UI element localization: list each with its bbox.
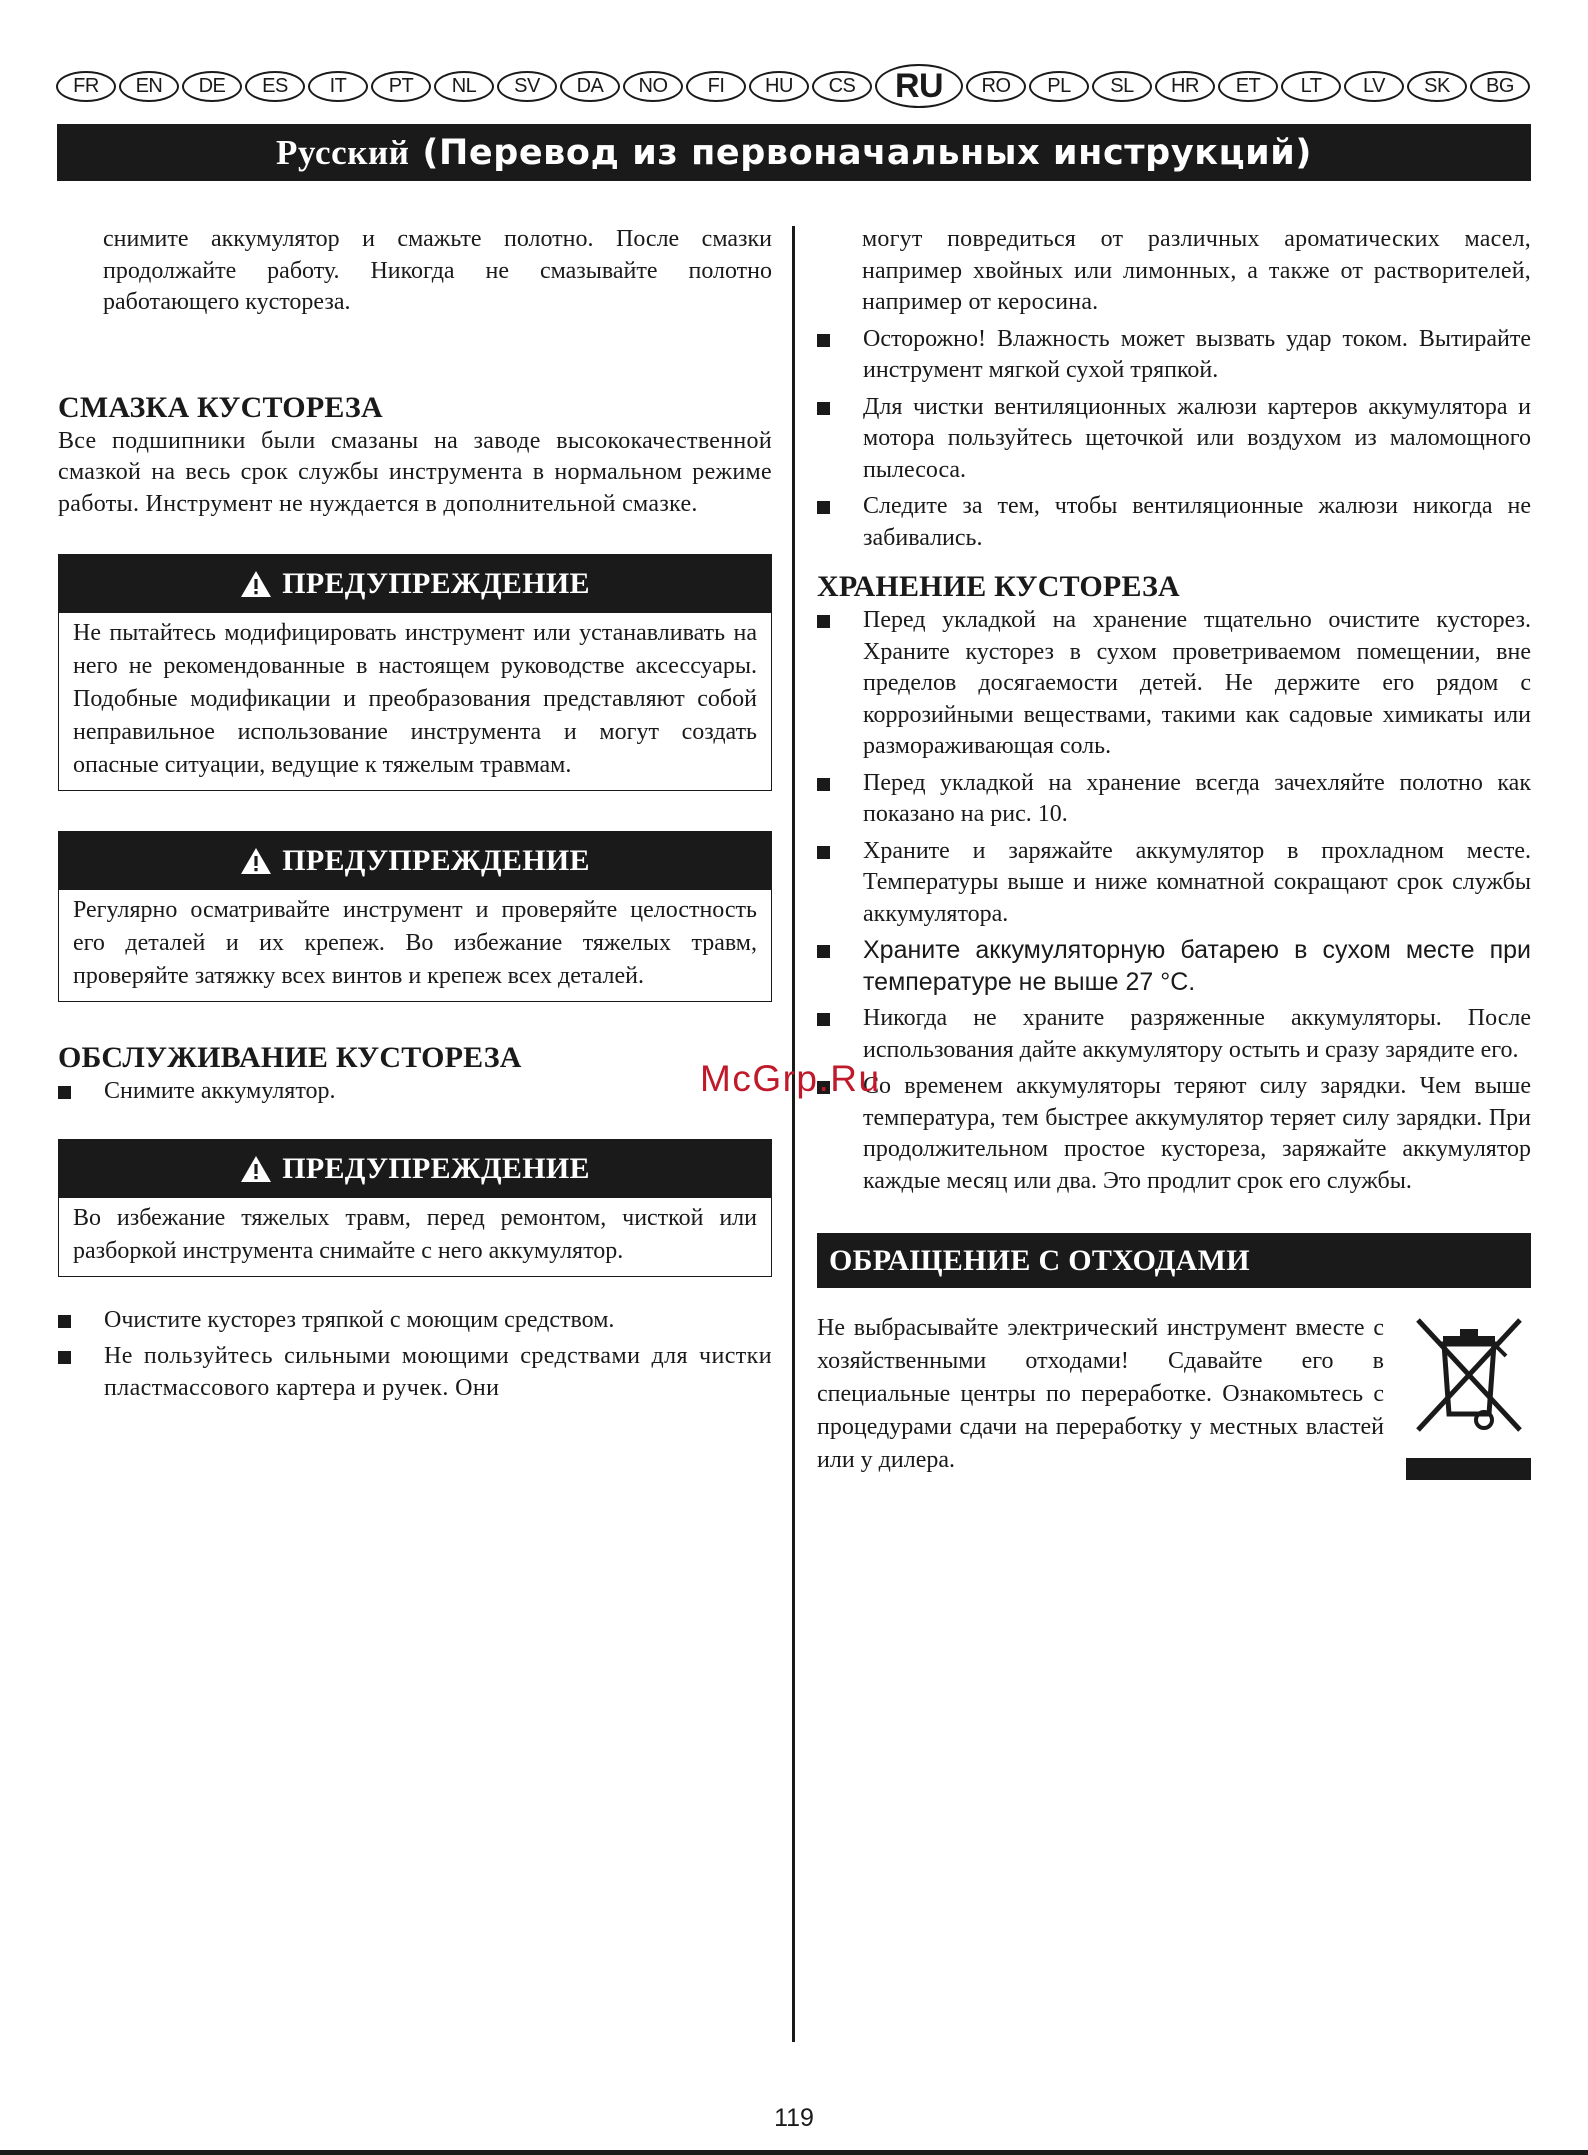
list-item: Никогда не храните разряженные аккумуляторы. После использования дайте аккумулятору остыть и сразу зарядите его.	[817, 1003, 1531, 1066]
warning-triangle-icon	[240, 847, 272, 875]
language-tab-sk: SK	[1407, 71, 1467, 102]
warning-text: Регулярно осматривайте инструмент и проверяйте целостность его деталей и их крепеж. Во избежание тяжелых травм, проверяйте затяжку всех винтов и крепеж всех деталей.	[73, 897, 757, 989]
list-item: Храните и заряжайте аккумулятор в прохладном месте. Температуры выше и ниже комнатной сокращают срок службы аккумулятора.	[817, 836, 1531, 931]
warning-header	[59, 1140, 771, 1198]
maintenance-bullet-list	[58, 1076, 772, 1108]
list-item: Следите за тем, чтобы вентиляционные жалюзи никогда не забивались.	[817, 491, 1531, 554]
language-tab-ro: RO	[966, 71, 1026, 102]
language-tab-es: ES	[245, 71, 305, 102]
language-tab-no: NO	[623, 71, 683, 102]
column-divider	[792, 226, 795, 2042]
page-number: 119	[774, 2104, 814, 2132]
warning-header	[59, 832, 771, 890]
bullet-square-icon	[58, 1086, 71, 1099]
language-tab-en: EN	[119, 71, 179, 102]
warning-box-inspection	[58, 831, 772, 1002]
maintenance-heading: ОБСЛУЖИВАНИЕ КУСТОРЕЗА	[58, 1041, 522, 1074]
bullet-square-icon	[817, 615, 830, 628]
bullet-square-icon	[58, 1315, 71, 1328]
list-item: Очистите кусторез тряпкой с моющим средством.	[58, 1305, 772, 1337]
list-item: Храните аккумуляторную батарею в сухом месте при температуре не выше 27 °С.	[817, 935, 1531, 998]
warning-text: Во избежание тяжелых травм, перед ремонтом, чисткой или разборкой инструмента снимайте с него аккумулятор.	[73, 1204, 757, 1264]
language-tab-hr: HR	[1155, 71, 1215, 102]
cleaning-bullet-list	[58, 1305, 772, 1405]
right-column	[817, 220, 1531, 1487]
continuation-paragraph: могут повредиться от различных ароматических масел, например хвойных или лимонных, а также от растворителей, например от керосина.	[862, 226, 1531, 315]
list-item: Для чистки вентиляционных жалюзи картеров аккумулятора и мотора пользуйтесь щеточкой или воздухом из маломощного пылесоса.	[817, 392, 1531, 487]
bullet-square-icon	[817, 945, 830, 958]
page-title	[57, 124, 1531, 181]
left-column	[58, 220, 772, 1409]
page-title-language: Русский	[276, 132, 410, 172]
warning-box-remove-battery	[58, 1139, 772, 1277]
watermark: McGrp.Ru	[700, 1058, 881, 1099]
warning-text: Не пытайтесь модифицировать инструмент или устанавливать на него не рекомендованные в настоящем руководстве аксессуары. Подобные модификации и преобразования представляют собой неправильное использование инструмента и могут создать опасные ситуации, ведущие к тяжелым травмам.	[73, 620, 757, 778]
waste-paragraph: Не выбрасывайте электрический инструмент вместе с хозяйственными отходами! Сдавайте его в специальные центры по переработке. Ознакомьтесь с процедурами сдачи на переработку у местных властей или у дилера.	[817, 1315, 1384, 1473]
lubrication-heading: СМАЗКА КУСТОРЕЗА	[58, 390, 383, 424]
bullet-square-icon	[817, 1013, 830, 1026]
storage-bullet-list	[817, 605, 1531, 1197]
language-tab-da: DA	[560, 71, 620, 102]
language-tab-pl: PL	[1029, 71, 1089, 102]
language-tab-hu: HU	[749, 71, 809, 102]
bottom-rule	[0, 2150, 1588, 2155]
list-item: Перед укладкой на хранение всегда зачехляйте полотно как показано на рис. 10.	[817, 768, 1531, 831]
warning-triangle-icon	[240, 1155, 272, 1183]
language-tabs	[56, 68, 1530, 104]
crossed-out-wheelie-bin-icon	[1406, 1312, 1531, 1482]
intro-paragraph: снимите аккумулятор и смажьте полотно. После смазки продолжайте работу. Никогда не смазывайте полотно работающего кустореза.	[103, 226, 772, 315]
waste-heading: ОБРАЩЕНИЕ С ОТХОДАМИ	[817, 1233, 1531, 1288]
bullet-square-icon	[817, 501, 830, 514]
cleaning-tips-list	[817, 324, 1531, 555]
language-tab-de: DE	[182, 71, 242, 102]
list-item: Со временем аккумуляторы теряют силу зарядки. Чем выше температура, тем быстрее аккумулятор теряет силу зарядки. При продолжительном простое кустореза, заряжайте аккумулятор каждые месяц или два. Это продлит срок его службы.	[817, 1071, 1531, 1197]
language-tab-it: IT	[308, 71, 368, 102]
bullet-square-icon	[817, 402, 830, 415]
language-tab-pt: PT	[371, 71, 431, 102]
language-tab-lv: LV	[1344, 71, 1404, 102]
list-item: Перед укладкой на хранение тщательно очистите кусторез. Храните кусторез в сухом проветриваемом помещении, вне пределов досягаемости детей. Не держите его рядом с коррозийными веществами, такими как садовые химикаты или размораживающая соль.	[817, 605, 1531, 763]
list-item: Снимите аккумулятор.	[58, 1076, 772, 1108]
language-tab-fr: FR	[56, 71, 116, 102]
warning-triangle-icon	[240, 570, 272, 598]
language-tab-fi: FI	[686, 71, 746, 102]
warning-title: ПРЕДУПРЕЖДЕНИЕ	[282, 844, 590, 877]
warning-title: ПРЕДУПРЕЖДЕНИЕ	[282, 1151, 590, 1185]
bullet-square-icon	[817, 334, 830, 347]
language-tab-ru: RU	[875, 64, 963, 108]
list-item: Не пользуйтесь сильными моющими средствами для чистки пластмассового картера и ручек. Они	[58, 1341, 772, 1404]
language-tab-sv: SV	[497, 71, 557, 102]
language-tab-sl: SL	[1092, 71, 1152, 102]
waste-section	[817, 1312, 1531, 1487]
warning-box-modification	[58, 554, 772, 791]
list-item: Осторожно! Влажность может вызвать удар током. Вытирайте инструмент мягкой сухой тряпкой.	[817, 324, 1531, 387]
bullet-square-icon	[817, 846, 830, 859]
language-tab-et: ET	[1218, 71, 1278, 102]
warning-header	[59, 555, 771, 613]
language-tab-lt: LT	[1281, 71, 1341, 102]
page-title-subtitle: (Перевод из первоначальных инструкций)	[409, 132, 1312, 173]
warning-title: ПРЕДУПРЕЖДЕНИЕ	[282, 567, 590, 600]
language-tab-nl: NL	[434, 71, 494, 102]
waste-symbol	[1406, 1312, 1531, 1487]
storage-heading: ХРАНЕНИЕ КУСТОРЕЗА	[817, 570, 1180, 603]
language-tab-bg: BG	[1470, 71, 1530, 102]
lubrication-paragraph: Все подшипники были смазаны на заводе высококачественной смазкой на весь срок службы инструмента в нормальном режиме работы. Инструмент не нуждается в дополнительной смазке.	[58, 427, 772, 517]
bullet-square-icon	[817, 778, 830, 791]
bullet-square-icon	[58, 1351, 71, 1364]
language-tab-cs: CS	[812, 71, 872, 102]
